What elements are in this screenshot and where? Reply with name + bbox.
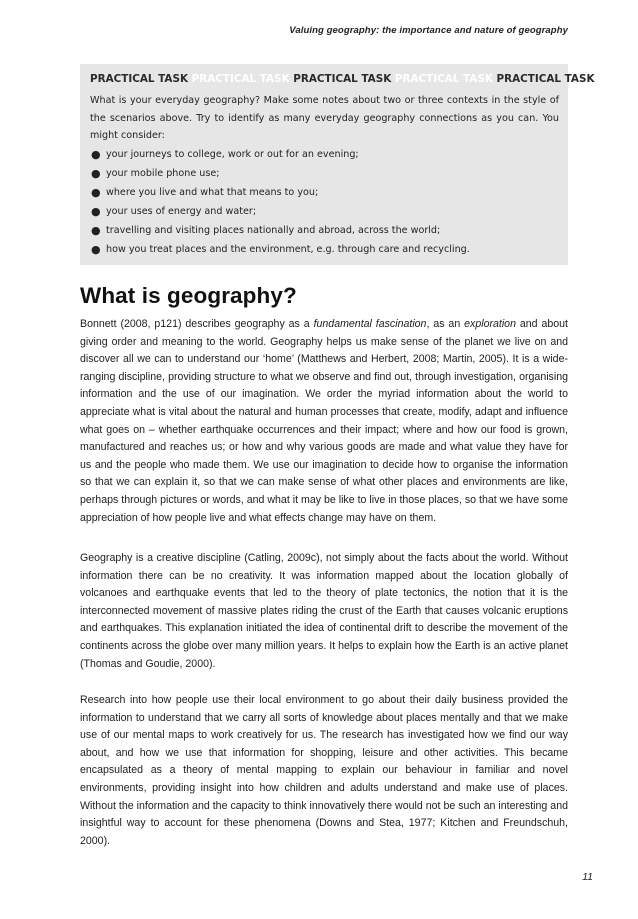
list-item (90, 164, 559, 183)
list-item-text: how you treat places and the environment, e.g. through care and recycling. (106, 244, 470, 256)
list-item-text: your mobile phone use; (106, 167, 220, 179)
section-heading: What is geography? (80, 283, 297, 308)
body-paragraph-3: Research into how people use their local environment to go about their daily business provided the information to understand that we carry all sorts of knowledge about places mentally and that we make use of our mental maps to work creatively for us. The research has investigated how we find our way about, and how we use that information for shopping, leisure and other activities. This became encapsulated as a theory of mental mapping to explain our behaviour in familiar and novel environments, providing insight into how children and adults understand and make use of places. Without the information and the capacity to think innovatively there would not be such an interesting and insightful way to account for these phenomena (Downs and Stea, 1977; Kitchen and Freundschuh, 2000). (80, 694, 568, 847)
practical-task-list (90, 145, 559, 260)
list-item (90, 183, 559, 202)
list-item-text: your uses of energy and water; (106, 206, 257, 218)
list-item (90, 145, 559, 164)
practical-task-label: PRACTICAL TASK (391, 73, 493, 85)
body-paragraph-2: Geography is a creative discipline (Catling, 2009c), not simply about the facts about the world. Without information there can be no creativity. It was information mapped about the location globally of volcanoes and earthquake events that led to the theory of plate tectonics, the notion that it is the interconnected movement of massive plates riding the crust of the Earth that causes volcanic eruptions and earthquakes. This explanation initiated the idea of continental drift to describe the movement of the continents across the globe over many million years. It helps to explain how the Earth is an active planet (Thomas and Goudie, 2000). (80, 552, 568, 670)
emphasis-text: fundamental fascination (313, 318, 427, 330)
bullet-icon: ● (91, 147, 101, 161)
body-paragraph-1 (80, 316, 568, 527)
practical-task-intro: What is your everyday geography? Make some notes about two or three contexts in the style of the scenarios above. Try to identify as many everyday geography connections as you can. You might consider: (90, 95, 559, 141)
emphasis-text: exploration (464, 318, 516, 330)
practical-task-label: PRACTICAL TASK (90, 73, 189, 85)
paragraph-text: Bonnett (2008, p121) describes geography as a (80, 318, 314, 330)
practical-task-box (80, 64, 595, 265)
bullet-icon: ● (91, 205, 101, 219)
list-item (90, 202, 559, 221)
practical-task-label: PRACTICAL TASK (188, 73, 290, 85)
bullet-icon: ● (91, 243, 101, 257)
list-item (90, 240, 559, 259)
page-number: 11 (582, 871, 593, 883)
bullet-icon: ● (91, 224, 101, 238)
running-head: Valuing geography: the importance and nature of geography (289, 25, 568, 36)
list-item (90, 221, 559, 240)
bullet-icon: ● (91, 185, 101, 199)
practical-task-label: PRACTICAL TASK (492, 73, 595, 85)
list-item-text: your journeys to college, work or out for an evening; (106, 148, 359, 160)
paragraph-text: and about giving order and meaning to the world. Geography helps us make sense of the planet we live on and discover all we can to understand our ‘home’ (Matthews and Herbert, 2008; Martin, 2005). It is a wide-ranging discipline, providing structure to what we observe and find out, through investigation, organising information and the use of our imagination. We order the myriad information about the world to appreciate what is vital about the natural and human processes that create, modify, adapt and influence what goes on – whether earthquake occurrences and their impact; where and how our food is grown, manufactured and reaches us; or how and why various goods are made and what value they have for us and the people who made them. We use our imagination to decide how to organise the information so that we can explain it, so that we can make sense of what other places and environments are like, perhaps through pictures or words, and what it may be like to live in those places, so that we have some appreciation of how people live and what effects change may have on them. (80, 318, 568, 524)
practical-task-label: PRACTICAL TASK (289, 73, 392, 85)
practical-task-header (90, 73, 595, 85)
list-item-text: travelling and visiting places nationally and abroad, across the world; (106, 225, 441, 237)
bullet-icon: ● (91, 166, 101, 180)
list-item-text: where you live and what that means to you; (106, 186, 319, 198)
paragraph-text: , as an (426, 318, 465, 330)
